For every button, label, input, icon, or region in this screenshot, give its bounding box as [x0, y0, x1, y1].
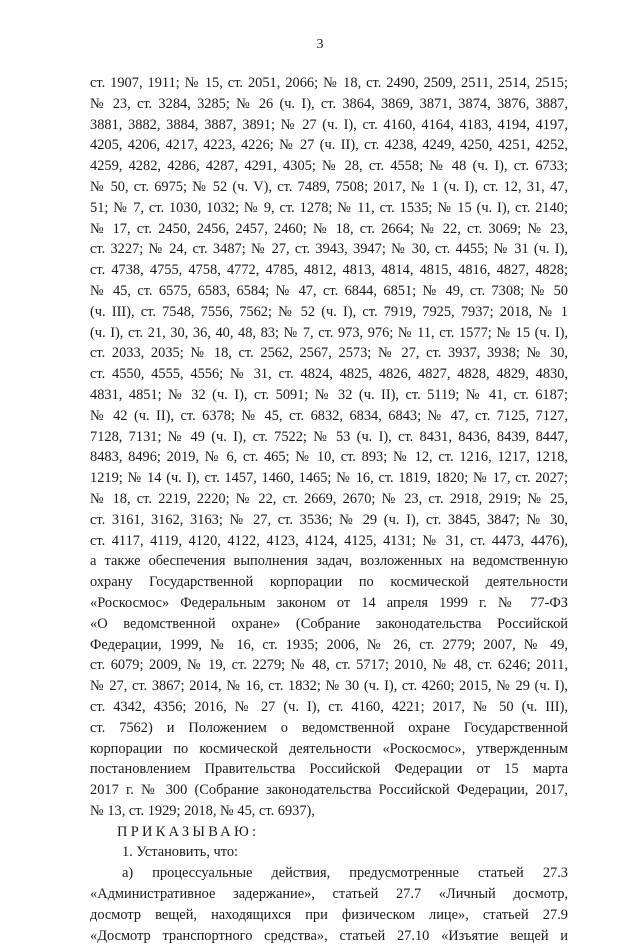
- text-line: «Роскосмос» Федеральным законом от 14 апреля 1999 г. № 77-ФЗ: [90, 594, 568, 611]
- text-line: а) процессуальные действия, предусмотренные статьей 27.3: [122, 865, 568, 882]
- text-line: постановлением Правительства Российской Федерации от 15 марта: [90, 761, 568, 778]
- text-line: № 42 (ч. II), ст. 6378; № 45, ст. 6832, 6834, 6843; № 47, ст. 7125, 7127,: [90, 407, 568, 424]
- text-line: ст. 4738, 4755, 4758, 4772, 4785, 4812, 4813, 4814, 4815, 4816, 4827, 4828;: [90, 262, 568, 279]
- text-line: ст. 4342, 4356; 2016, № 27 (ч. I), ст. 4160, 4221; 2017, № 50 (ч. III),: [90, 698, 568, 715]
- text-line: № 50, ст. 6975; № 52 (ч. V), ст. 7489, 7508; 2017, № 1 (ч. I), ст. 12, 31, 47,: [90, 178, 568, 195]
- text-line: № 13, ст. 1929; 2018, № 45, ст. 6937),: [90, 802, 315, 819]
- text-line: № 45, ст. 6575, 6583, 6584; № 47, ст. 6844, 6851; № 49, ст. 7308; № 50: [90, 282, 568, 299]
- text-line: «О ведомственной охране» (Собрание законодательства Российской: [90, 615, 568, 632]
- document-body: [90, 73, 568, 946]
- text-line: ст. 1907, 1911; № 15, ст. 2051, 2066; № 18, ст. 2490, 2509, 2511, 2514, 2515;: [90, 75, 568, 91]
- text-line: Федерации, 1999, № 16, ст. 1935; 2006, № 26, ст. 2779; 2007, № 49,: [90, 636, 568, 653]
- page-number: 3: [316, 37, 324, 52]
- text-line: 4259, 4282, 4286, 4287, 4291, 4305; № 28, ст. 4558; № 48 (ч. I), ст. 6733;: [90, 158, 568, 175]
- text-line: а также обеспечения выполнения задач, возложенных на ведомственную: [90, 553, 568, 570]
- text-line: ст. 6079; 2009, № 19, ст. 2279; № 48, ст. 5717; 2010, № 48, ст. 6246; 2011,: [90, 657, 568, 674]
- text-line: «Административное задержание», статьей 27.7 «Личный досмотр,: [90, 886, 568, 903]
- item-1-heading: 1. Установить, что:: [122, 844, 239, 861]
- text-line: охрану Государственной корпорации по космической деятельности: [90, 574, 568, 591]
- text-line: № 27, ст. 3867; 2014, № 16, ст. 1832; № 30 (ч. I), ст. 4260; 2015, № 29 (ч. I),: [90, 678, 568, 695]
- text-line: 7128, 7131; № 49 (ч. I), ст. 7522; № 53 (ч. I), ст. 8431, 8436, 8439, 8447,: [90, 428, 568, 445]
- text-line: 2017 г. № 300 (Собрание законодательства Российской Федерации, 2017,: [90, 782, 568, 799]
- text-line: 4205, 4206, 4217, 4223, 4226; № 27 (ч. II), ст. 4238, 4249, 4250, 4251, 4252,: [90, 137, 568, 154]
- text-line: № 23, ст. 3284, 3285; № 26 (ч. I), ст. 3864, 3869, 3871, 3874, 3876, 3887,: [90, 95, 568, 112]
- text-line: 51; № 7, ст. 1030, 1032; № 9, ст. 1278; № 11, ст. 1535; № 15 (ч. I), ст. 2140;: [90, 199, 568, 216]
- text-line: «Досмотр транспортного средства», статьей 27.10 «Изъятие вещей и: [90, 927, 568, 944]
- text-line: ст. 3161, 3162, 3163; № 27, ст. 3536; № 29 (ч. I), ст. 3845, 3847; № 30,: [90, 511, 568, 528]
- text-line: ст. 2033, 2035; № 18, ст. 2562, 2567, 2573; № 27, ст. 3937, 3938; № 30,: [90, 345, 568, 362]
- text-line: досмотр вещей, находящихся при физическом лице», статьей 27.9: [90, 906, 568, 923]
- text-line: № 17, ст. 2450, 2456, 2457, 2460; № 18, ст. 2664; № 22, ст. 3069; № 23,: [90, 220, 568, 237]
- text-line: 4831, 4851; № 32 (ч. I), ст. 5091; № 32 (ч. II), ст. 5119; № 41, ст. 6187;: [90, 386, 568, 403]
- text-line: ст. 3227; № 24, ст. 3487; № 27, ст. 3943, 3947; № 30, ст. 4455; № 31 (ч. I),: [90, 241, 568, 258]
- text-line: 8483, 8496; 2019, № 6, ст. 465; № 10, ст. 893; № 12, ст. 1216, 1217, 1218,: [90, 449, 568, 466]
- text-line: корпорации по космической деятельности «Роскосмос», утвержденным: [90, 740, 568, 757]
- text-line: 3881, 3882, 3884, 3887, 3891; № 27 (ч. I), ст. 4160, 4164, 4183, 4194, 4197,: [90, 116, 568, 133]
- order-heading: ПРИКАЗЫВАЮ:: [117, 823, 260, 840]
- text-line: 1219; № 14 (ч. I), ст. 1457, 1460, 1465; № 16, ст. 1819, 1820; № 17, ст. 2027;: [90, 470, 568, 487]
- text-line: № 18, ст. 2219, 2220; № 22, ст. 2669, 2670; № 23, ст. 2918, 2919; № 25,: [90, 490, 568, 507]
- text-line: ст. 4550, 4555, 4556; № 31, ст. 4824, 4825, 4826, 4827, 4828, 4829, 4830,: [90, 366, 568, 383]
- references-paragraph: [90, 73, 568, 822]
- text-line: (ч. III), ст. 7548, 7556, 7562; № 52 (ч. I), ст. 7919, 7925, 7937; 2018, № 1: [90, 303, 568, 320]
- text-line: (ч. I), ст. 21, 30, 36, 40, 48, 83; № 7, ст. 973, 976; № 11, ст. 1577; № 15 (ч. I),: [90, 324, 568, 341]
- text-line: ст. 4117, 4119, 4120, 4122, 4123, 4124, 4125, 4131; № 31, ст. 4473, 4476),: [90, 532, 568, 549]
- text-line: ст. 7562) и Положением о ведомственной охране Государственной: [90, 719, 568, 736]
